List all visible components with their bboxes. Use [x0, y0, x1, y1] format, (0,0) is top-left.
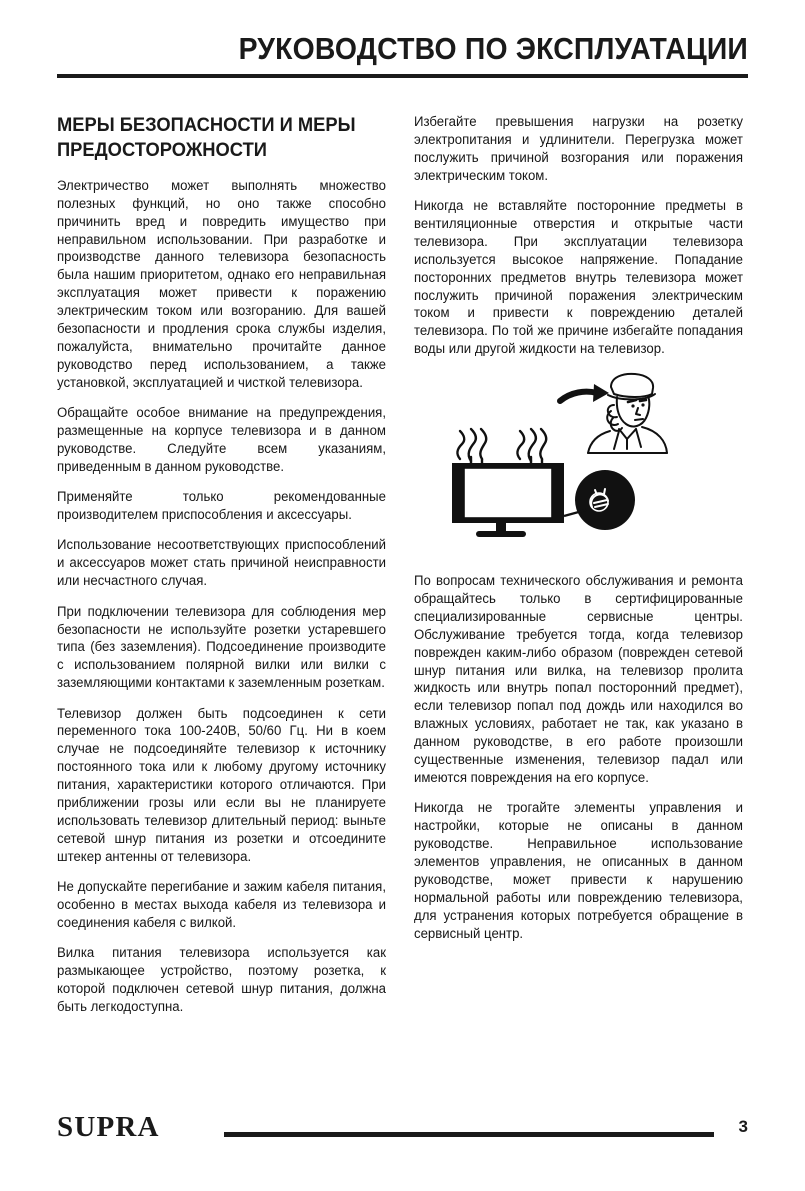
smoke-icon — [517, 429, 546, 464]
section-heading-safety: МЕРЫ БЕЗОПАСНОСТИ И МЕРЫ ПРЕДОСТОРОЖНОСТИ — [57, 114, 356, 161]
paragraph: Никогда не вставляйте посторонние предметы в вентиляционные отверстия и открытые части телевизора. При эксплуатации телевизора используется высокое напряжение. Попадание посторонних предметов внутрь телевизора может послужить причиной поражения электрическим током и привести к повреждению деталей телевизора. По той же причине избегайте попадания воды или другой жидкости на телевизор. — [414, 198, 743, 357]
paragraph: Не допускайте перегибание и зажим кабеля питания, особенно в местах выхода кабеля из телевизора и соединения кабеля с вилкой. — [57, 879, 386, 930]
paragraph: При подключении телевизора для соблюдения мер безопасности не используйте розетки устаревшего типа (без заземления). Подсоединение производите с использованием полярной вилки или вилки с заземляющими контактами к заземленным розеткам. — [57, 603, 386, 691]
paragraph: По вопросам технического обслуживания и ремонта обращайтесь только в сертифицированные специализированные сервисные центры. Обслуживание требуется тогда, когда телевизор поврежден каким-либо образом (поврежден сетевой шнур питания или вилка, на телевизор пролита жидкость или внутрь попал посторонний предмет), если телевизор попал под дождь или находился во влажных условиях, работает не так, как указано в данном руководстве, в его работе произошли существенные изменения, телевизор падал или имеются повреждения на его корпусе. — [414, 573, 743, 785]
page-footer — [57, 1112, 748, 1146]
right-column — [414, 113, 748, 942]
alarmed-person-icon — [588, 374, 667, 453]
left-column — [57, 113, 391, 1016]
power-plug-icon — [564, 470, 635, 530]
paragraph: Вилка питания телевизора используется как размыкающее устройство, поэтому розетка, к которой подключен сетевой шнур питания, должна быть легкодоступна. — [57, 945, 386, 1014]
two-column-body — [57, 113, 748, 1073]
tv-overheating-unplug-illustration — [414, 371, 748, 556]
header-divider — [57, 74, 748, 78]
page-title: РУКОВОДСТВО ПО ЭКСПЛУАТАЦИИ — [238, 32, 748, 66]
paragraph: Электричество может выполнять множество полезных функций, но оно также способно причинить вред и повредить имущество при неправильном использовании. При разработке и производстве данного телевизора безопасность была нашим приоритетом, однако его неправильная эксплуатация может привести к поражению электрическим током или возгоранию. Для вашей безопасности и продления срока службы изделия, пожалуйста, внимательно прочитайте данное руководство перед использованием, а также установкой, эксплуатацией и чисткой телевизора. — [57, 177, 386, 390]
smoke-icon — [457, 429, 486, 464]
paragraph: Применяйте только рекомендованные производителем приспособления и аксессуары. — [57, 489, 386, 523]
page-header — [57, 34, 748, 78]
paragraph: Никогда не трогайте элементы управления и настройки, которые не описаны в данном руководстве. Неправильное использование элементов управления, не описанных в данном руководстве, может привести к нарушению нормальной работы или повреждению телевизора, для устранения которых потребуется обращение в сервисный центр. — [414, 800, 743, 941]
footer-divider — [224, 1132, 714, 1137]
television-icon — [452, 463, 564, 537]
illustration-svg — [414, 371, 748, 556]
paragraph: Избегайте превышения нагрузки на розетку электропитания и удлинители. Перегрузка может послужить причиной возгорания или поражения электрическим током. — [414, 114, 743, 183]
paragraph: Обращайте особое внимание на предупреждения, размещенные на корпусе телевизора и в данном руководстве. Следуйте всем указаниям, приведенным в данном руководстве. — [57, 405, 386, 474]
page-number: 3 — [738, 1117, 748, 1136]
curved-arrow-icon — [432, 371, 609, 402]
supra-logo: SUPRA — [57, 1111, 160, 1143]
paragraph: Использование несоответствующих приспособлений и аксессуаров может стать причиной неисправности или несчастного случая. — [57, 537, 386, 589]
paragraph: Телевизор должен быть подсоединен к сети переменного тока 100-240В, 50/60 Гц. Ни в коем случае не подсоединяйте телевизор к источнику постоянного тока или к любому другому источнику питания, характеристики которого отличаются. При приближении грозы или если вы не планируете использовать телевизор длительный период: выньте сетевой шнур питания из розетки и отсоедините штекер антенны от телевизора. — [57, 705, 386, 864]
